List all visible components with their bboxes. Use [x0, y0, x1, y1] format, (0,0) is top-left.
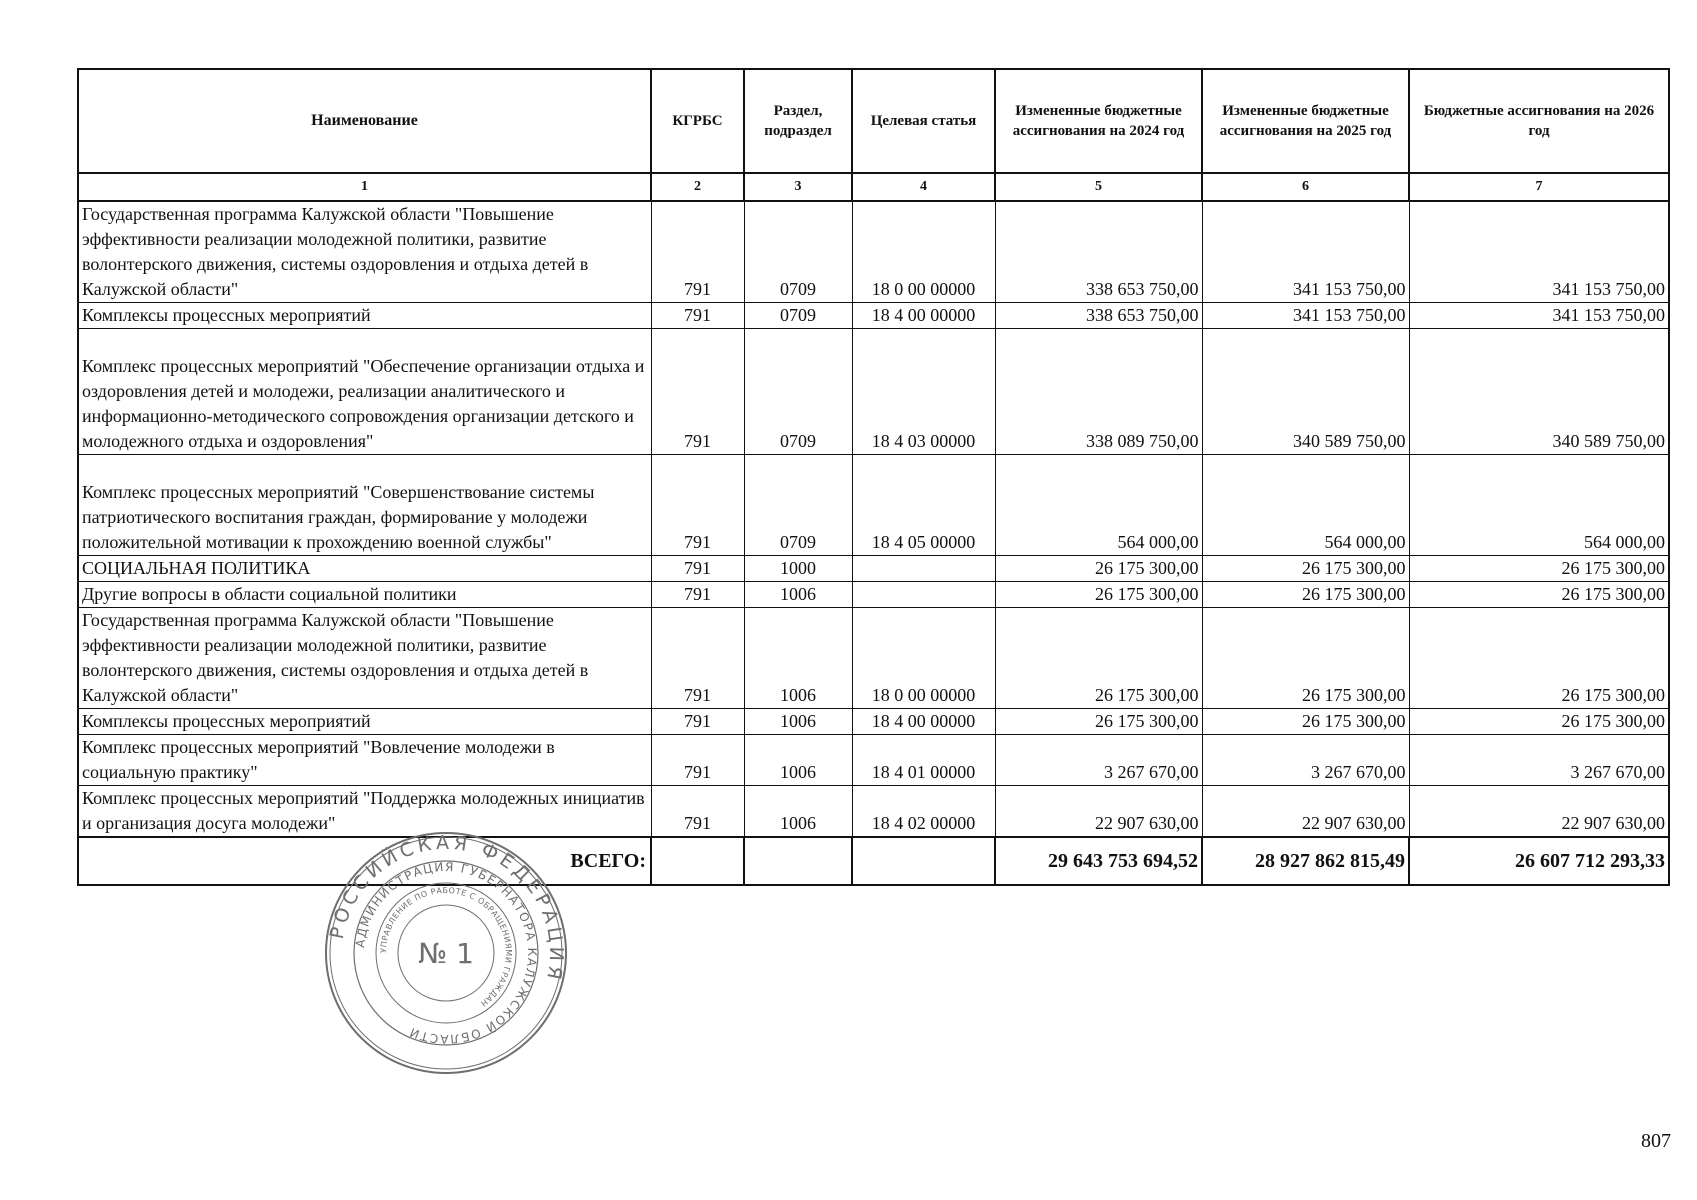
row-2024: 338 653 750,00 — [995, 303, 1202, 329]
row-name: Другие вопросы в области социальной политики — [78, 582, 651, 608]
row-razdel: 0709 — [744, 303, 852, 329]
row-statya: 18 4 00 00000 — [852, 709, 995, 735]
row-2026: 341 153 750,00 — [1409, 201, 1669, 303]
total-statya-empty — [852, 837, 995, 885]
row-statya — [852, 556, 995, 582]
total-2025: 28 927 862 815,49 — [1202, 837, 1409, 885]
total-razdel-empty — [744, 837, 852, 885]
total-row — [78, 837, 1669, 885]
row-2026: 3 267 670,00 — [1409, 735, 1669, 786]
row-kgrbs: 791 — [651, 709, 744, 735]
row-2024: 26 175 300,00 — [995, 608, 1202, 709]
row-2025: 341 153 750,00 — [1202, 201, 1409, 303]
row-name-text: Комплекс процессных мероприятий "Совершенствование системы патриотического воспитания граждан, формирование у молодежи положительной мотивации к прохождению военной службы" — [82, 482, 595, 552]
row-2024: 338 089 750,00 — [995, 329, 1202, 455]
row-2025: 564 000,00 — [1202, 455, 1409, 556]
row-2024: 26 175 300,00 — [995, 582, 1202, 608]
row-statya: 18 4 02 00000 — [852, 786, 995, 838]
header-kgrbs: КГРБС — [651, 69, 744, 173]
header-2025: Измененные бюджетные ассигнования на 2025 год — [1202, 69, 1409, 173]
row-kgrbs: 791 — [651, 582, 744, 608]
page-number: 807 — [1641, 1130, 1671, 1152]
row-kgrbs: 791 — [651, 608, 744, 709]
column-number: 2 — [651, 173, 744, 201]
row-name: Комплексы процессных мероприятий — [78, 709, 651, 735]
row-2025: 26 175 300,00 — [1202, 608, 1409, 709]
row-2024: 338 653 750,00 — [995, 201, 1202, 303]
row-name: Государственная программа Калужской области "Повышение эффективности реализации молодежной политики, развитие волонтерского движения, системы оздоровления и отдыха детей в Калужской области" — [78, 608, 651, 709]
column-number: 7 — [1409, 173, 1669, 201]
row-2024: 22 907 630,00 — [995, 786, 1202, 838]
table-row — [78, 582, 1669, 608]
row-2026: 26 175 300,00 — [1409, 556, 1669, 582]
row-kgrbs: 791 — [651, 455, 744, 556]
row-2025: 26 175 300,00 — [1202, 709, 1409, 735]
header-statya: Целевая статья — [852, 69, 995, 173]
row-razdel: 1006 — [744, 735, 852, 786]
row-name: Комплекс процессных мероприятий "Поддержка молодежных инициатив и организация досуга молодежи" — [78, 786, 651, 838]
row-statya: 18 4 03 00000 — [852, 329, 995, 455]
total-kgrbs-empty — [651, 837, 744, 885]
row-name: Комплексы процессных мероприятий — [78, 303, 651, 329]
row-2026: 340 589 750,00 — [1409, 329, 1669, 455]
seal-number: № 1 — [418, 937, 474, 970]
row-2026: 564 000,00 — [1409, 455, 1669, 556]
row-name — [78, 455, 651, 556]
row-name — [78, 329, 651, 455]
table-row — [78, 455, 1669, 556]
row-kgrbs: 791 — [651, 329, 744, 455]
row-2024: 26 175 300,00 — [995, 556, 1202, 582]
row-statya: 18 4 00 00000 — [852, 303, 995, 329]
table-row — [78, 201, 1669, 303]
row-2025: 3 267 670,00 — [1202, 735, 1409, 786]
row-2025: 26 175 300,00 — [1202, 582, 1409, 608]
row-razdel: 0709 — [744, 201, 852, 303]
row-razdel: 1006 — [744, 709, 852, 735]
header-row — [78, 69, 1669, 173]
row-kgrbs: 791 — [651, 556, 744, 582]
seal-center-ring-text: УПРАВЛЕНИЕ ПО РАБОТЕ С ОБРАЩЕНИЯМИ ГРАЖДАН — [378, 885, 514, 1009]
column-number: 3 — [744, 173, 852, 201]
header-2024: Измененные бюджетные ассигнования на 2024 год — [995, 69, 1202, 173]
row-razdel: 1006 — [744, 582, 852, 608]
row-statya: 18 4 01 00000 — [852, 735, 995, 786]
table-row — [78, 709, 1669, 735]
table-row — [78, 329, 1669, 455]
row-statya: 18 4 05 00000 — [852, 455, 995, 556]
row-razdel: 0709 — [744, 329, 852, 455]
table-row — [78, 303, 1669, 329]
row-kgrbs: 791 — [651, 303, 744, 329]
row-statya: 18 0 00 00000 — [852, 201, 995, 303]
budget-table — [77, 68, 1670, 886]
column-number: 6 — [1202, 173, 1409, 201]
header-2026: Бюджетные ассигнования на 2026 год — [1409, 69, 1669, 173]
column-number: 5 — [995, 173, 1202, 201]
row-razdel: 1000 — [744, 556, 852, 582]
row-2025: 26 175 300,00 — [1202, 556, 1409, 582]
row-razdel: 0709 — [744, 455, 852, 556]
total-2026: 26 607 712 293,33 — [1409, 837, 1669, 885]
table-row — [78, 556, 1669, 582]
seal-outer-text: РОССИЙСКАЯ ФЕДЕРАЦИЯ — [325, 831, 568, 986]
table-row — [78, 786, 1669, 838]
row-2024: 26 175 300,00 — [995, 709, 1202, 735]
table-row — [78, 735, 1669, 786]
seal-inner-text: АДМИНИСТРАЦИЯ ГУБЕРНАТОРА КАЛУЖСКОЙ ОБЛАСТИ — [353, 859, 540, 1047]
row-kgrbs: 791 — [651, 735, 744, 786]
row-kgrbs: 791 — [651, 201, 744, 303]
total-label: ВСЕГО: — [78, 837, 651, 885]
column-number-row — [78, 173, 1669, 201]
row-2024: 3 267 670,00 — [995, 735, 1202, 786]
column-number: 1 — [78, 173, 651, 201]
row-razdel: 1006 — [744, 786, 852, 838]
total-2024: 29 643 753 694,52 — [995, 837, 1202, 885]
row-statya — [852, 582, 995, 608]
row-2026: 26 175 300,00 — [1409, 709, 1669, 735]
row-2026: 22 907 630,00 — [1409, 786, 1669, 838]
column-number: 4 — [852, 173, 995, 201]
row-2025: 340 589 750,00 — [1202, 329, 1409, 455]
table-row — [78, 608, 1669, 709]
official-seal — [323, 830, 569, 1076]
row-name: СОЦИАЛЬНАЯ ПОЛИТИКА — [78, 556, 651, 582]
header-razdel: Раздел, подраздел — [744, 69, 852, 173]
row-kgrbs: 791 — [651, 786, 744, 838]
row-2025: 341 153 750,00 — [1202, 303, 1409, 329]
row-name-text: Комплекс процессных мероприятий "Обеспечение организации отдыха и оздоровления детей и молодежи, реализации аналитического и информационно-методического сопровождения организации детского и молодежного отдыха и оздоровления" — [82, 356, 645, 451]
row-statya: 18 0 00 00000 — [852, 608, 995, 709]
row-2026: 26 175 300,00 — [1409, 582, 1669, 608]
row-2024: 564 000,00 — [995, 455, 1202, 556]
row-razdel: 1006 — [744, 608, 852, 709]
row-2026: 26 175 300,00 — [1409, 608, 1669, 709]
header-name: Наименование — [78, 69, 651, 173]
row-name: Комплекс процессных мероприятий "Вовлечение молодежи в социальную практику" — [78, 735, 651, 786]
row-name: Государственная программа Калужской области "Повышение эффективности реализации молодежной политики, развитие волонтерского движения, системы оздоровления и отдыха детей в Калужской области" — [78, 201, 651, 303]
row-2026: 341 153 750,00 — [1409, 303, 1669, 329]
row-2025: 22 907 630,00 — [1202, 786, 1409, 838]
